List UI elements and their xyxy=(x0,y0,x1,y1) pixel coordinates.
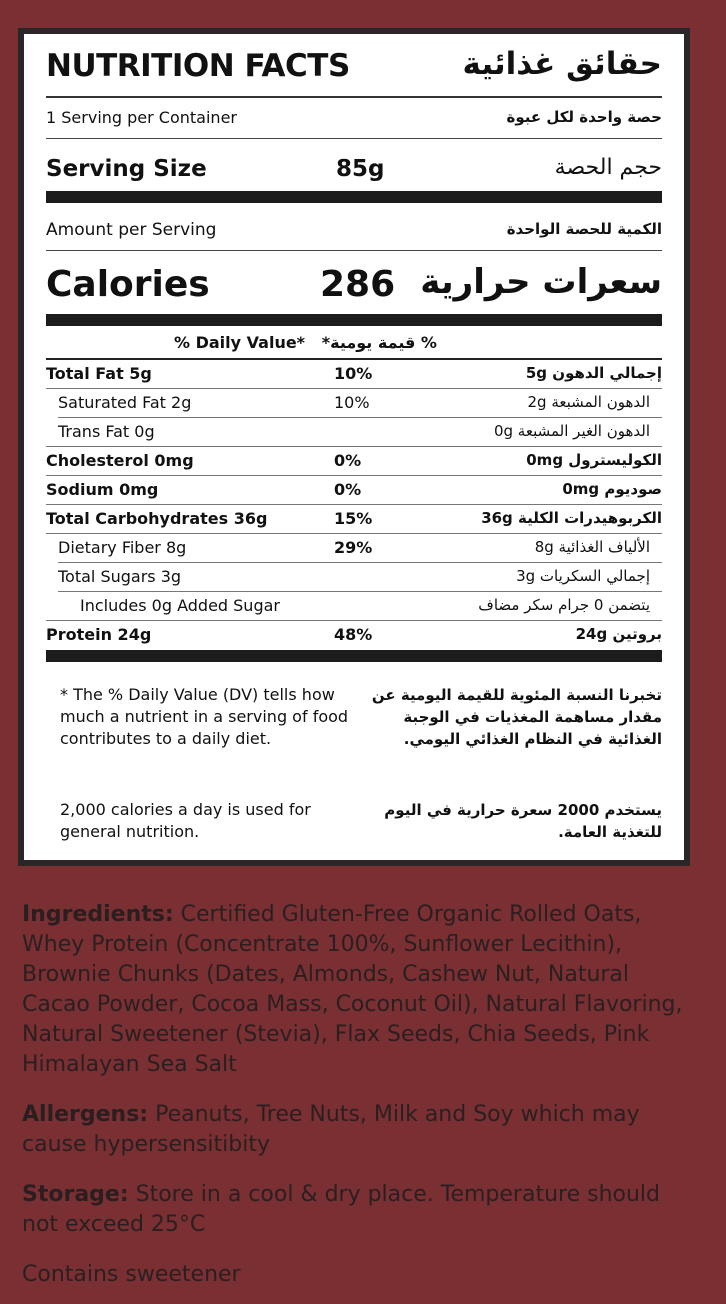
nutrient-row-cholesterol xyxy=(46,447,662,475)
allergens-label: Allergens: xyxy=(22,1102,149,1127)
nutrient-percent: 15% xyxy=(334,509,373,528)
nutrient-row-added-sugar xyxy=(46,592,662,620)
nutrient-name: Saturated Fat 2g xyxy=(58,393,192,412)
thick-divider xyxy=(46,650,662,662)
nutrient-name: Dietary Fiber 8g xyxy=(58,538,187,557)
nutrient-name: Total Sugars 3g xyxy=(58,567,182,586)
calories-value: 286 xyxy=(320,264,396,305)
allergens-text xyxy=(22,1100,702,1160)
dv-header-ar: % قيمة يومية* xyxy=(321,333,437,352)
nutrient-row-saturated-fat xyxy=(46,389,662,417)
allergens-list: Peanuts, Tree Nuts, Milk and Soy which may cause hypersensitibity xyxy=(22,1102,640,1157)
thick-divider xyxy=(46,191,662,203)
nutrient-percent: 29% xyxy=(334,538,373,557)
nutrient-row-total-fat xyxy=(46,360,662,388)
serving-size-label: Serving Size xyxy=(46,156,207,182)
sweetener-note: Contains sweetener xyxy=(22,1262,241,1287)
servings-ar: حصة واحدة لكل عبوة xyxy=(506,108,662,126)
footnote-calories-en: 2,000 calories a day is used for general nutrition. xyxy=(60,800,311,841)
footnote-dv-ar: تخبرنا النسبة المئوية للقيمة اليومية عن مقدار مساهمة المغذيات في الوجبة الغذائية في النظام الغذائي اليومي. xyxy=(371,686,662,748)
nutrient-name-ar: الدهون الغير المشبعة 0g xyxy=(493,422,650,440)
nutrient-name-ar: الكوليسترول 0mg xyxy=(526,451,662,469)
footnote-dv-en: * The % Daily Value (DV) tells how much a nutrient in a serving of food contributes to a daily diet. xyxy=(60,685,349,748)
daily-value-header xyxy=(174,333,437,352)
nutrient-percent: 10% xyxy=(334,364,373,383)
thick-divider xyxy=(46,314,662,326)
nutrient-name-ar: صوديوم 0mg xyxy=(562,480,662,498)
nutrient-name: Protein 24g xyxy=(46,625,152,644)
title-en: NUTRITION FACTS xyxy=(46,48,350,84)
serving-size-ar: حجم الحصة xyxy=(554,155,662,180)
nutrient-name-ar: يتضمن 0 جرام سكر مضاف xyxy=(478,596,650,614)
nutrient-name-ar: الكربوهيدرات الكلية 36g xyxy=(481,509,662,527)
nutrient-name: Total Carbohydrates 36g xyxy=(46,509,268,528)
nutrient-row-dietary-fiber xyxy=(46,534,662,562)
storage-instructions: Store in a cool & dry place. Temperature should not exceed 25°C xyxy=(22,1182,661,1237)
storage-label: Storage: xyxy=(22,1182,129,1207)
calories-label: Calories xyxy=(46,264,210,305)
storage-text xyxy=(22,1180,702,1240)
nutrient-percent: 10% xyxy=(334,393,370,412)
nutrient-name-ar: إجمالي الدهون 5g xyxy=(525,364,662,382)
nutrient-row-total-sugars xyxy=(46,563,662,591)
nutrient-row-total-carbohydrates xyxy=(46,505,662,533)
nutrient-name: Trans Fat 0g xyxy=(58,422,155,441)
nutrient-name: Total Fat 5g xyxy=(46,364,152,383)
servings-en: 1 Serving per Container xyxy=(46,108,237,127)
amount-ar: الكمية للحصة الواحدة xyxy=(506,220,662,238)
nutrient-row-protein xyxy=(46,621,662,649)
nutrient-name-ar: بروتين 24g xyxy=(575,625,662,643)
title-ar: حقائق غذائية xyxy=(462,46,662,82)
nutrient-percent: 48% xyxy=(334,625,373,644)
nutrient-row-trans-fat xyxy=(46,418,662,446)
serving-size-value: 85g xyxy=(336,156,385,182)
divider xyxy=(46,96,662,98)
nutrition-panel xyxy=(18,28,690,866)
dv-header-en: % Daily Value* xyxy=(174,333,306,352)
ingredients-list: Certified Gluten-Free Organic Rolled Oats, Whey Protein (Concentrate 100%, Sunflower Lecithin), Brownie Chunks (Dates, Almonds, Cashew Nut, Natural Cacao Powder, Cocoa Mass, Coconut Oil), Natural Flavoring, Natural Sweetener (Stevia), Flax Seeds, Chia Seeds, Pink Himalayan Sea Salt xyxy=(22,902,683,1077)
divider xyxy=(46,138,662,139)
amount-en: Amount per Serving xyxy=(46,220,217,240)
nutrient-percent: 0% xyxy=(334,451,362,470)
nutrition-label xyxy=(24,34,684,860)
calories-ar: سعرات حرارية xyxy=(420,262,662,302)
nutrient-percent: 0% xyxy=(334,480,362,499)
nutrient-row-sodium xyxy=(46,476,662,504)
nutrient-name-ar: الدهون المشبعة 2g xyxy=(527,393,650,411)
nutrient-name: Sodium 0mg xyxy=(46,480,159,499)
nutrient-name: Includes 0g Added Sugar xyxy=(80,596,280,615)
nutrient-name: Cholesterol 0mg xyxy=(46,451,194,470)
ingredients-label: Ingredients: xyxy=(22,902,174,927)
ingredients-text xyxy=(22,900,702,1080)
nutrient-name-ar: الألياف الغذائية 8g xyxy=(534,538,650,556)
divider xyxy=(46,250,662,251)
nutrient-name-ar: إجمالي السكريات 3g xyxy=(516,567,650,585)
footnote-calories-ar: يستخدم 2000 سعرة حرارية في اليوم للتغذية العامة. xyxy=(384,801,662,841)
